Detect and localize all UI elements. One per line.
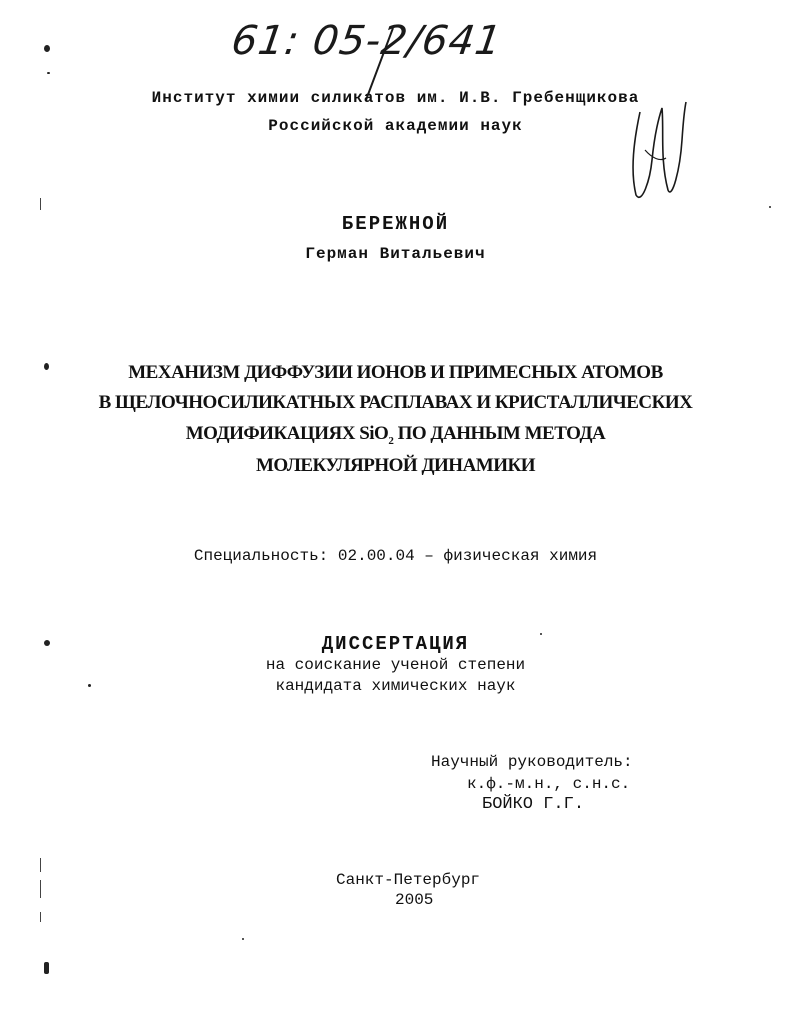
scan-mark <box>40 880 41 898</box>
scan-speck <box>44 45 50 52</box>
footer-year: 2005 <box>395 891 434 909</box>
scan-mark <box>40 858 41 872</box>
scan-speck <box>44 640 50 646</box>
supervisor-name: БОЙКО Г.Г. <box>482 795 585 814</box>
title-line-3-subscript: 2 <box>388 434 394 447</box>
scan-speck <box>242 938 244 940</box>
title-line-3-start: МОДИФИКАЦИЯХ SiO <box>185 423 389 444</box>
specialty: Специальность: 02.00.04 – физическая химия <box>193 547 598 565</box>
scan-mark <box>40 912 41 922</box>
title-line-3-end: ПО ДАННЫМ МЕТОДА <box>393 423 606 444</box>
supervisor-label: Научный руководитель: <box>431 753 633 771</box>
title-line-4: МОЛЕКУЛЯРНОЙ ДИНАМИКИ <box>255 455 536 476</box>
author-surname: БЕРЕЖНОЙ <box>341 213 450 235</box>
scan-speck <box>47 72 50 74</box>
title-line-3 <box>0 423 791 447</box>
scan-speck <box>540 633 542 635</box>
footer-city: Санкт-Петербург <box>336 871 481 889</box>
scan-mark <box>40 198 41 210</box>
supervisor-degree: к.ф.-м.н., с.н.с. <box>467 775 631 793</box>
scan-speck <box>44 962 49 974</box>
dissertation-label: ДИССЕРТАЦИЯ <box>321 633 470 655</box>
dissertation-degree-line-2: кандидата химических наук <box>275 677 516 695</box>
dissertation-degree-line-1: на соискание ученой степени <box>265 656 526 674</box>
title-line-1: МЕХАНИЗМ ДИФФУЗИИ ИОНОВ И ПРИМЕСНЫХ АТОМОВ <box>128 362 663 383</box>
title-line-2: В ЩЕЛОЧНОСИЛИКАТНЫХ РАСПЛАВАХ И КРИСТАЛЛИЧЕСКИХ <box>98 392 693 413</box>
institute-name: Институт химии силикатов им. И.В. Гребенщикова <box>151 89 640 107</box>
institute-academy: Российской академии наук <box>268 117 523 135</box>
scan-speck <box>88 684 91 687</box>
scan-speck <box>769 206 771 208</box>
author-given-names: Герман Витальевич <box>305 245 486 263</box>
archive-mark: 61: 05-2/641 <box>228 18 505 64</box>
scan-speck <box>44 363 49 370</box>
